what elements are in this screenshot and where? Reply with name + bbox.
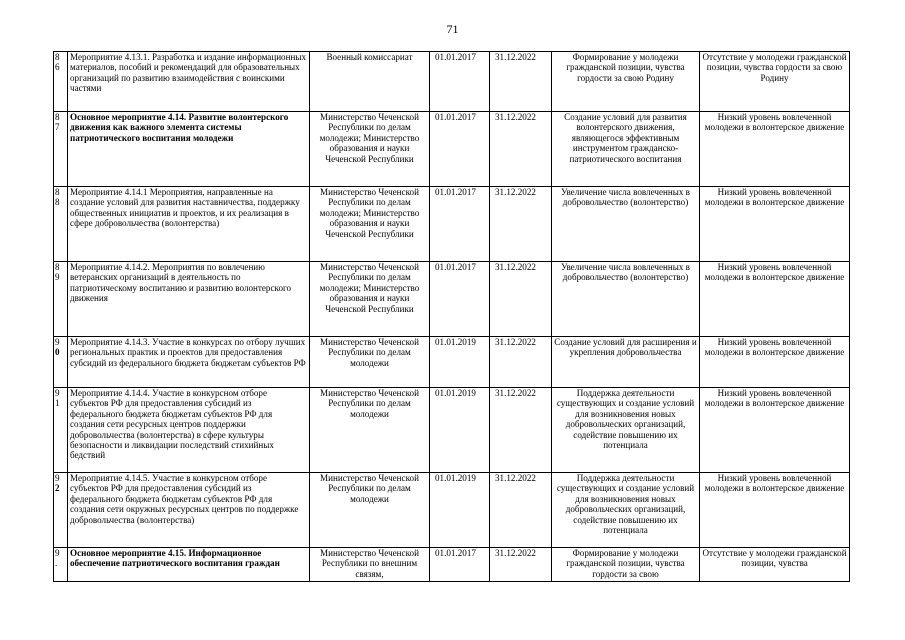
end-date: 31.12.2022 bbox=[490, 52, 552, 112]
table-row bbox=[54, 337, 850, 388]
end-date: 31.12.2022 bbox=[490, 337, 552, 388]
risk-consequence: Низкий уровень вовлеченной молодежи в волонтерское движение bbox=[700, 473, 850, 548]
measure-name: Мероприятие 4.14.2. Мероприятия по вовлечению ветеранских организаций в деятельность по патриотическому воспитанию и развитию волонтерского движения bbox=[68, 262, 310, 337]
risk-consequence: Низкий уровень вовлеченной молодежи в волонтерское движение bbox=[700, 187, 850, 262]
row-number: 8 7 bbox=[54, 112, 68, 187]
end-date: 31.12.2022 bbox=[490, 473, 552, 548]
expected-result: Создание условий для развития волонтерского движения, являющегося эффективным инструментом гражданско-патриотического воспитания bbox=[552, 112, 700, 187]
row-number: 9 2 bbox=[54, 473, 68, 548]
table-row bbox=[54, 112, 850, 187]
expected-result: Поддержка деятельности существующих и создание условий для возникновения новых добровольческих организаций, содействие повышению их потенциала bbox=[552, 388, 700, 473]
expected-result: Создание условий для расширения и укрепления добровольчества bbox=[552, 337, 700, 388]
row-number: 9 0 bbox=[54, 337, 68, 388]
row-number: 8 6 bbox=[54, 52, 68, 112]
table-row bbox=[54, 388, 850, 473]
executor: Министерство Чеченской Республики по внешним связям, bbox=[310, 548, 430, 582]
start-date: 01.01.2017 bbox=[430, 262, 490, 337]
table-row bbox=[54, 52, 850, 112]
table-row bbox=[54, 262, 850, 337]
executor: Военный комиссариат bbox=[310, 52, 430, 112]
table-row bbox=[54, 473, 850, 548]
row-number: 8 9 bbox=[54, 262, 68, 337]
table-body bbox=[54, 52, 850, 582]
start-date: 01.01.2019 bbox=[430, 337, 490, 388]
measure-name: Мероприятие 4.14.5. Участие в конкурсном отборе субъектов РФ для предоставления субсидий из федерального бюджета бюджетам субъектов РФ для создания сети окружных ресурсных центров по поддержке добровольчества (волонтерства) bbox=[68, 473, 310, 548]
risk-consequence: Низкий уровень вовлеченной молодежи в волонтерское движение bbox=[700, 112, 850, 187]
executor: Министерство Чеченской Республики по делам молодежи; Министерство образования и науки Чеченской Республики bbox=[310, 187, 430, 262]
expected-result: Формирование у молодежи гражданской позиции, чувства гордости за свою Родину bbox=[552, 52, 700, 112]
expected-result: Увеличение числа вовлеченных в добровольчество (волонтерство) bbox=[552, 262, 700, 337]
table-row bbox=[54, 548, 850, 582]
executor: Министерство Чеченской Республики по делам молодежи bbox=[310, 388, 430, 473]
end-date: 31.12.2022 bbox=[490, 548, 552, 582]
measure-name: Мероприятие 4.14.4. Участие в конкурсном отборе субъектов РФ для предоставления субсидий из федерального бюджета бюджетам субъектов РФ для создания сети ресурсных центров поддержки добровольчества (волонтерства) в сфере культуры безопасности и ликвидации последствий стихийных бедствий bbox=[68, 388, 310, 473]
measure-name: Мероприятие 4.14.3. Участие в конкурсах по отбору лучших региональных практик и проектов для предоставления субсидий из федерального бюджета бюджетам субъектов РФ bbox=[68, 337, 310, 388]
start-date: 01.01.2019 bbox=[430, 473, 490, 548]
page-number: 71 bbox=[446, 22, 459, 36]
expected-result: Поддержка деятельности существующих и создание условий для возникновения новых добровольческих организаций, содействие повышению их потенциала bbox=[552, 473, 700, 548]
risk-consequence: Низкий уровень вовлеченной молодежи в волонтерское движение bbox=[700, 262, 850, 337]
start-date: 01.01.2017 bbox=[430, 548, 490, 582]
start-date: 01.01.2017 bbox=[430, 187, 490, 262]
measure-name: Мероприятие 4.14.1 Мероприятия, направленные на создание условий для развития наставничества, поддержку общественных инициатив и проектов, и их реализация в сфере добровольчества (волонтерства) bbox=[68, 187, 310, 262]
executor: Министерство Чеченской Республики по делам молодежи bbox=[310, 473, 430, 548]
risk-consequence: Низкий уровень вовлеченной молодежи в волонтерское движение bbox=[700, 388, 850, 473]
row-number: 8 8 bbox=[54, 187, 68, 262]
end-date: 31.12.2022 bbox=[490, 187, 552, 262]
row-number: 9 1 bbox=[54, 388, 68, 473]
end-date: 31.12.2022 bbox=[490, 112, 552, 187]
expected-result: Формирование у молодежи гражданской позиции, чувства гордости за свою bbox=[552, 548, 700, 582]
risk-consequence: Отсутствие у молодежи гражданской позиции, чувства bbox=[700, 548, 850, 582]
executor: Министерство Чеченской Республики по делам молодежи; Министерство образования и науки Чеченской Республики bbox=[310, 112, 430, 187]
end-date: 31.12.2022 bbox=[490, 262, 552, 337]
start-date: 01.01.2017 bbox=[430, 112, 490, 187]
table-row bbox=[54, 187, 850, 262]
row-number: 9 . bbox=[54, 548, 68, 582]
executor: Министерство Чеченской Республики по делам молодежи; Министерство образования и науки Чеченской Республики bbox=[310, 262, 430, 337]
measures-table bbox=[53, 51, 850, 582]
measure-name: Мероприятие 4.13.1. Разработка и издание информационных материалов, пособий и рекомендаций для образовательных организаций по развитию взаимодействия с воинскими частями bbox=[68, 52, 310, 112]
end-date: 31.12.2022 bbox=[490, 388, 552, 473]
start-date: 01.01.2019 bbox=[430, 388, 490, 473]
measure-name: Основное мероприятие 4.15. Информационное обеспечение патриотического воспитания граждан bbox=[68, 548, 310, 582]
measure-name: Основное мероприятие 4.14. Развитие волонтерского движения как важного элемента системы патриотического воспитания молодежи bbox=[68, 112, 310, 187]
risk-consequence: Низкий уровень вовлеченной молодежи в волонтерское движение bbox=[700, 337, 850, 388]
risk-consequence: Отсутствие у молодежи гражданской позиции, чувства гордости за свою Родину bbox=[700, 52, 850, 112]
expected-result: Увеличение числа вовлеченных в добровольчество (волонтерство) bbox=[552, 187, 700, 262]
executor: Министерство Чеченской Республики по делам молодежи bbox=[310, 337, 430, 388]
start-date: 01.01.2017 bbox=[430, 52, 490, 112]
